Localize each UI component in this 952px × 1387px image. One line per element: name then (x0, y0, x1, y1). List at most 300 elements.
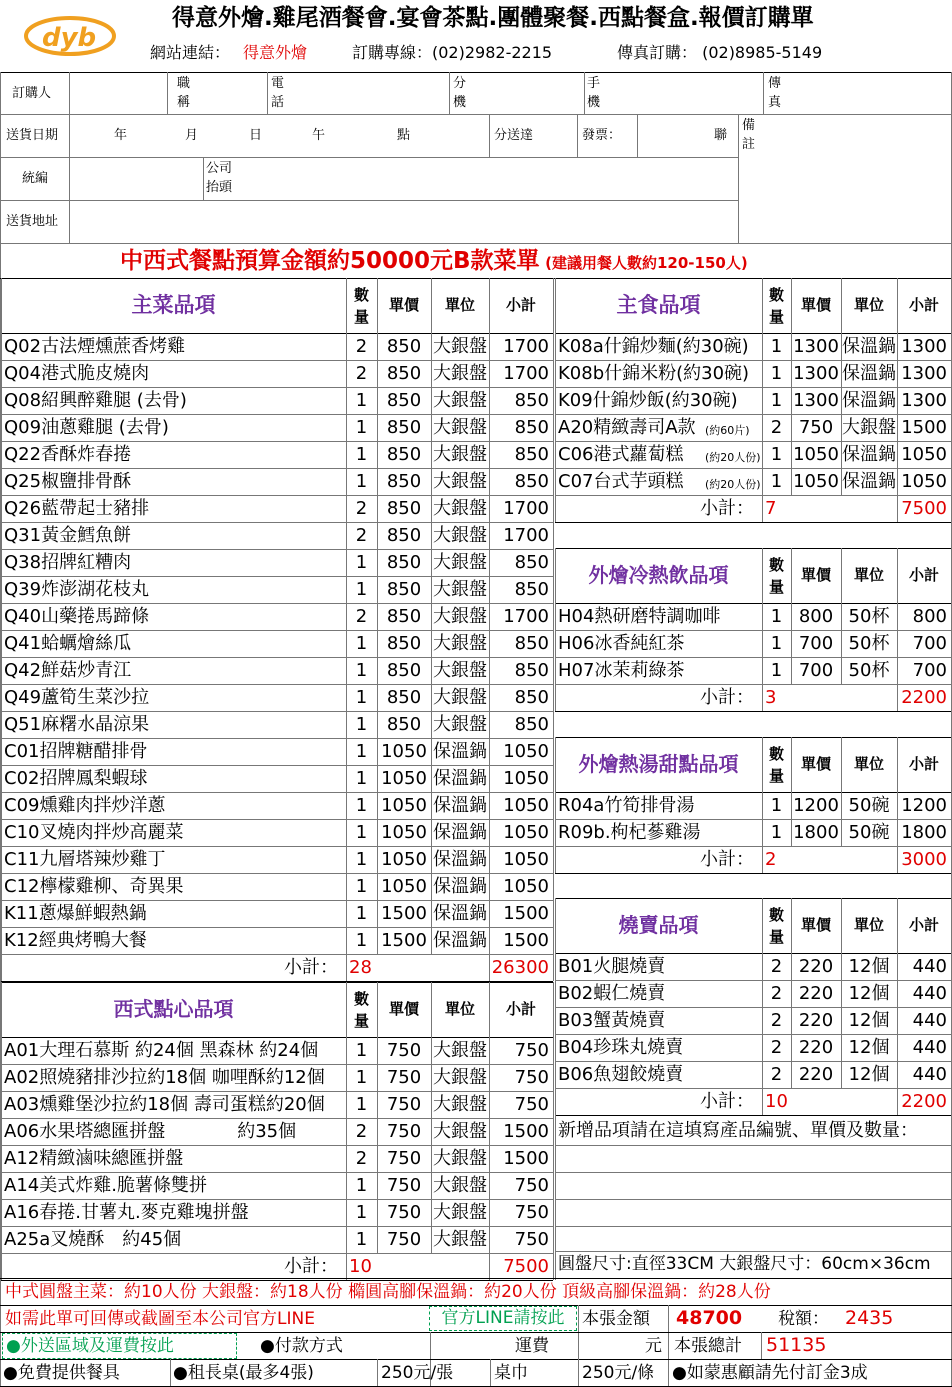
main_dishes-item-unit: 大銀盤 (433, 687, 487, 708)
western-item-price: 750 (386, 1067, 422, 1088)
shaomai-item-name: B02蝦仁燒賣 (558, 983, 666, 1004)
tax-label: 稅額： (778, 1309, 829, 1329)
western-item-unit: 大銀盤 (433, 1121, 487, 1142)
main_dishes-item-qty: 1 (355, 930, 368, 951)
grid-line (553, 278, 554, 981)
main_dishes-item-qty: 1 (355, 444, 368, 465)
main_dishes-item-qty: 2 (355, 336, 368, 357)
main_dishes-item-name: Q09油蔥雞腿 (去骨) (4, 417, 169, 438)
staples-item-qty: 1 (770, 444, 783, 465)
staples-item-qty: 1 (770, 336, 783, 357)
western-item-qty: 2 (355, 1121, 368, 1142)
hotline: 訂購專線：(02)2982-2215 (352, 43, 553, 62)
main_dishes-item-qty: 2 (355, 498, 368, 519)
main_dishes-item-price: 1050 (381, 741, 427, 762)
main_dishes-item-subtotal: 850 (514, 471, 549, 492)
shaomai-item-name: B06魚翅餃燒賣 (558, 1064, 684, 1085)
site-link[interactable]: 得意外燴 (243, 43, 308, 62)
staples-item-qty: 1 (770, 363, 783, 384)
main_dishes-item-qty: 1 (355, 390, 368, 411)
staples-item-unit: 保溫鍋 (842, 336, 896, 357)
main_dishes-item-name: C01招牌糖醋排骨 (4, 741, 148, 762)
main_dishes-title: 主菜品項 (131, 293, 216, 317)
grid-line (791, 548, 792, 684)
staples-item-price: 1050 (793, 444, 839, 465)
drinks-item-qty: 1 (770, 660, 783, 681)
grid-line (897, 898, 898, 1115)
drinks-item-unit: 50杯 (848, 606, 890, 627)
grid-line (897, 548, 898, 711)
memo-label-2: 註 (742, 137, 756, 152)
main_dishes-item-name: Q08紹興醉雞腿 (去骨) (4, 390, 187, 411)
main_dishes-item-qty: 2 (355, 363, 368, 384)
main_dishes-item-name: C09燻雞肉拌炒洋蔥 (4, 795, 166, 816)
svg-text:dyb: dyb (42, 23, 97, 53)
staples-item-unit: 保溫鍋 (842, 363, 896, 384)
deliver-to-label: 分送達 (494, 128, 534, 143)
soups-item-unit: 50碗 (848, 795, 890, 816)
subtotal-header: 小計 (908, 566, 939, 584)
main_dishes-item-unit: 保溫鍋 (433, 741, 487, 762)
main_dishes-item-price: 1050 (381, 795, 427, 816)
shaomai-item-subtotal: 440 (912, 1064, 947, 1085)
main_dishes-item-unit: 大銀盤 (433, 579, 487, 600)
western-item-qty: 1 (355, 1175, 368, 1196)
banner-title: 中西式餐點預算金額約50000元B款菜單 (120, 248, 540, 274)
main_dishes-item-price: 850 (386, 390, 422, 411)
qty-header: 數 (768, 285, 784, 304)
western-item-unit: 大銀盤 (433, 1229, 487, 1250)
soups-subtotal-amount: 3000 (901, 849, 947, 870)
grid-line (555, 1115, 951, 1116)
line-link-button[interactable]: 官方LINE請按此 (429, 1306, 577, 1331)
soups-item-unit: 50碗 (848, 822, 890, 843)
main_dishes-item-qty: 1 (355, 876, 368, 897)
western-item-subtotal: 750 (514, 1067, 549, 1088)
subtotal-header: 小計 (908, 755, 939, 773)
staples-item-price: 1300 (793, 336, 839, 357)
payment-button[interactable]: ●付款方式 (260, 1336, 343, 1356)
western-item-price: 750 (386, 1148, 422, 1169)
western-subtotal-amount: 7500 (503, 1256, 549, 1277)
main_dishes-item-qty: 1 (355, 822, 368, 843)
shaomai-item-price: 220 (798, 956, 834, 977)
main_dishes-item-price: 850 (386, 714, 422, 735)
main_dishes-item-price: 850 (386, 363, 422, 384)
western-title: 西式點心品項 (113, 997, 234, 1021)
main_dishes-item-qty: 1 (355, 849, 368, 870)
logo-icon (22, 10, 122, 58)
soups-subtotal-qty: 2 (765, 849, 777, 870)
main_dishes-item-price: 850 (386, 687, 422, 708)
grid-line (555, 711, 951, 712)
main_dishes-item-subtotal: 850 (514, 660, 549, 681)
grid-line (555, 1199, 952, 1200)
table-price: 250元/張 (381, 1363, 454, 1383)
grid-line (489, 982, 490, 1280)
grid-line (1, 278, 553, 279)
fax-order: 傳真訂購： (02)8985-5149 (617, 43, 823, 62)
main_dishes-item-price: 850 (386, 444, 422, 465)
grid-line (791, 898, 792, 1088)
grid-line (841, 548, 842, 684)
main_dishes-item-qty: 1 (355, 633, 368, 654)
grid-line (841, 278, 842, 495)
staples-item-unit: 大銀盤 (842, 417, 896, 438)
amount-label: 本張金額 (582, 1309, 650, 1329)
staples-item-name: C06港式蘿蔔糕 (558, 444, 684, 465)
main_dishes-item-qty: 1 (355, 714, 368, 735)
main_dishes-item-subtotal: 1700 (503, 606, 549, 627)
invoice-label: 發票： (582, 128, 622, 143)
company-label-1: 公司 (206, 161, 233, 176)
main_dishes-item-price: 850 (386, 498, 422, 519)
main_dishes-item-price: 850 (386, 471, 422, 492)
shaomai-item-unit: 12個 (848, 983, 890, 1004)
main_dishes-item-name: C12檸檬雞柳、奇異果 (4, 876, 184, 897)
drinks-item-name: H06冰香純紅茶 (558, 633, 685, 654)
drinks-item-price: 700 (798, 660, 834, 681)
drinks-title: 外燴冷熱飲品項 (588, 563, 729, 587)
shaomai-item-subtotal: 440 (912, 956, 947, 977)
main_dishes-item-unit: 大銀盤 (433, 363, 487, 384)
main_dishes-item-subtotal: 1700 (503, 336, 549, 357)
price-header: 單價 (800, 755, 831, 773)
main_dishes-item-subtotal: 1050 (503, 822, 549, 843)
grid-line (841, 898, 842, 1088)
staples-item-subtotal: 1300 (901, 363, 947, 384)
main_dishes-item-name: Q02古法煙燻蔗香烤雞 (4, 336, 186, 357)
drinks-item-qty: 1 (770, 633, 783, 654)
main_dishes-item-qty: 1 (355, 660, 368, 681)
main_dishes-item-name: Q51麻糬水晶涼果 (4, 714, 150, 735)
main_dishes-item-qty: 1 (355, 687, 368, 708)
western-item-subtotal: 750 (514, 1202, 549, 1223)
main_dishes-item-unit: 保溫鍋 (433, 876, 487, 897)
western-item-unit: 大銀盤 (433, 1175, 487, 1196)
western-item-subtotal: 1500 (503, 1148, 549, 1169)
main_dishes-item-unit: 保溫鍋 (433, 849, 487, 870)
grid-line (762, 737, 763, 873)
tel-label-2: 話 (271, 95, 285, 110)
drinks-subtotal-qty: 3 (765, 687, 777, 708)
logo (22, 10, 122, 58)
main_dishes-item-qty: 2 (355, 606, 368, 627)
western-item-subtotal: 750 (514, 1094, 549, 1115)
main_dishes-item-name: Q42鮮菇炒青江 (4, 660, 132, 681)
portion-note: (約60片) (705, 424, 750, 437)
staples-item-name: K08b什錦米粉(約30碗) (558, 363, 750, 384)
shaomai-item-subtotal: 440 (912, 983, 947, 1004)
main_dishes-item-unit: 大銀盤 (433, 471, 487, 492)
grid-line (762, 278, 763, 522)
staples-item-unit: 保溫鍋 (842, 390, 896, 411)
main_dishes-item-qty: 1 (355, 579, 368, 600)
western-item-name: A14美式炸雞.脆薯條雙拼 (4, 1175, 207, 1196)
main_dishes-item-unit: 大銀盤 (433, 417, 487, 438)
unit-header: 單位 (853, 566, 884, 584)
grid-line (897, 737, 898, 873)
soups-subtotal-label: 小計： (700, 849, 754, 870)
western-item-name: A03燻雞堡沙拉約18個 壽司蛋糕約20個 (4, 1094, 325, 1115)
banner-note: (建議用餐人數約120-150人) (545, 254, 748, 272)
subtotal-header: 小計 (908, 296, 939, 314)
staples-item-subtotal: 1300 (901, 390, 947, 411)
unit-header: 單位 (444, 1000, 475, 1018)
amount-value: 48700 (676, 1307, 743, 1329)
western-item-name: A12精緻滷味總匯拼盤 (4, 1148, 184, 1169)
western-item-price: 750 (386, 1229, 422, 1250)
unit-header: 單位 (853, 916, 884, 934)
lian-label: 聯 (714, 128, 728, 143)
main_dishes-item-price: 1050 (381, 876, 427, 897)
western-item-name: A01大理石慕斯 約24個 黑森林 約24個 (4, 1040, 319, 1061)
shaomai-subtotal-amount: 2200 (901, 1091, 947, 1112)
main_dishes-item-subtotal: 1700 (503, 498, 549, 519)
grid-line (555, 278, 951, 279)
main_dishes-item-name: Q41蛤蠣燴絲瓜 (4, 633, 132, 654)
total-label: 本張總計 (674, 1336, 742, 1356)
main_dishes-item-qty: 1 (355, 741, 368, 762)
main_dishes-item-subtotal: 850 (514, 444, 549, 465)
delivery-date-label: 送貨日期 (6, 128, 59, 143)
grid-line (555, 898, 951, 899)
western-item-qty: 2 (355, 1148, 368, 1169)
shaomai-item-name: B04珍珠丸燒賣 (558, 1037, 684, 1058)
grid-line (791, 278, 792, 495)
subtotal-header: 小計 (505, 1000, 536, 1018)
western-item-name: A25a叉燒酥 約45個 (4, 1229, 182, 1250)
western-item-price: 750 (386, 1040, 422, 1061)
staples-item-subtotal: 1050 (901, 444, 947, 465)
orderer-label: 訂購人 (12, 86, 52, 101)
mobile-label-1: 手 (587, 76, 601, 91)
serving-note: 中式圓盤主菜：約10人份 大銀盤：約18人份 橢圓高腳保溫鍋：約20人份 頂級高腳保溫鍋：約28人份 (5, 1282, 771, 1302)
shaomai-item-price: 220 (798, 983, 834, 1004)
delivery-area-button[interactable]: ●外送區域及運費按此 (2, 1333, 237, 1359)
shaomai-item-price: 220 (798, 1037, 834, 1058)
price-header: 單價 (800, 566, 831, 584)
main_dishes-item-subtotal: 850 (514, 633, 549, 654)
western-item-name: A02照燒豬排沙拉約18個 咖哩酥約12個 (4, 1067, 325, 1088)
unit-header: 單位 (853, 755, 884, 773)
main_dishes-item-qty: 2 (355, 525, 368, 546)
staples-subtotal-qty: 7 (765, 498, 777, 519)
staples-item-qty: 2 (770, 417, 783, 438)
menu-banner (120, 245, 748, 279)
grid-line (377, 278, 378, 954)
shaomai-subtotal-qty: 10 (765, 1091, 788, 1112)
drinks-item-price: 700 (798, 633, 834, 654)
main_dishes-item-subtotal: 1500 (503, 903, 549, 924)
job-label-1: 職 (177, 76, 191, 91)
memo-label-1: 備 (742, 118, 756, 133)
soups-item-price: 1800 (793, 822, 839, 843)
main_dishes-item-subtotal: 1050 (503, 795, 549, 816)
shaomai-subtotal-label: 小計： (700, 1091, 754, 1112)
main_dishes-subtotal-qty: 28 (349, 957, 372, 978)
grid-line (555, 1251, 952, 1252)
grid-line (555, 1172, 952, 1173)
main_dishes-item-name: Q49蘆筍生菜沙拉 (4, 687, 150, 708)
main_dishes-item-name: C10叉燒肉拌炒高麗菜 (4, 822, 184, 843)
western-item-unit: 大銀盤 (433, 1202, 487, 1223)
year-label: 年 (114, 128, 128, 143)
yuan-label: 元 (645, 1336, 662, 1356)
job-label-2: 稱 (177, 95, 191, 110)
main_dishes-item-qty: 1 (355, 417, 368, 438)
western-subtotal-qty: 10 (349, 1256, 372, 1277)
main_dishes-item-subtotal: 850 (514, 390, 549, 411)
drinks-item-name: H04熱研磨特調咖啡 (558, 606, 721, 627)
soups-item-price: 1200 (793, 795, 839, 816)
main_dishes-item-unit: 大銀盤 (433, 498, 487, 519)
main_dishes-item-name: Q31黃金鱈魚餅 (4, 525, 132, 546)
shaomai-item-price: 220 (798, 1064, 834, 1085)
western-item-unit: 大銀盤 (433, 1040, 487, 1061)
grid-line (346, 982, 347, 1280)
shaomai-item-subtotal: 440 (912, 1010, 947, 1031)
main_dishes-item-name: K12經典烤鴨大餐 (4, 930, 147, 951)
main_dishes-item-unit: 保溫鍋 (433, 822, 487, 843)
grid-line (762, 898, 763, 1115)
shaomai-item-unit: 12個 (848, 1037, 890, 1058)
main_dishes-item-subtotal: 850 (514, 552, 549, 573)
grid-line (555, 737, 556, 873)
western-item-unit: 大銀盤 (433, 1067, 487, 1088)
qty-header: 量 (353, 1011, 369, 1030)
staples-subtotal-label: 小計： (700, 498, 754, 519)
main_dishes-item-subtotal: 850 (514, 579, 549, 600)
staples-item-unit: 保溫鍋 (842, 471, 896, 492)
main_dishes-item-price: 1050 (381, 849, 427, 870)
main_dishes-item-price: 1050 (381, 768, 427, 789)
main_dishes-item-unit: 大銀盤 (433, 660, 487, 681)
main_dishes-item-qty: 1 (355, 552, 368, 573)
drinks-item-unit: 50杯 (848, 633, 890, 654)
shaomai-item-name: B01火腿燒賣 (558, 956, 666, 977)
grid-line (555, 737, 951, 738)
shaomai-item-qty: 2 (770, 1064, 783, 1085)
main_dishes-item-price: 1050 (381, 822, 427, 843)
soups-item-name: R09b.枸杞蔘雞湯 (558, 822, 701, 843)
main_dishes-item-price: 850 (386, 660, 422, 681)
price-header: 單價 (800, 916, 831, 934)
main_dishes-item-price: 1500 (381, 930, 427, 951)
staples-item-price: 1300 (793, 390, 839, 411)
tax-id-label: 統編 (22, 171, 49, 186)
grid-line (1, 982, 553, 983)
shaomai-item-qty: 2 (770, 983, 783, 1004)
qty-header: 數 (353, 989, 369, 1008)
grid-line (897, 278, 898, 522)
staples-item-name: K09什錦炒飯(約30碗) (558, 390, 738, 411)
staples-title: 主食品項 (616, 293, 701, 317)
main_dishes-subtotal-amount: 26300 (491, 957, 549, 978)
plate-size-note: 圓盤尺寸:直徑33CM 大銀盤尺寸：60cm×36cm (558, 1254, 931, 1274)
unit-header: 單位 (444, 296, 475, 314)
shaomai-item-unit: 12個 (848, 956, 890, 977)
main_dishes-item-qty: 1 (355, 795, 368, 816)
shaomai-title: 燒賣品項 (618, 913, 699, 937)
grid-line (555, 548, 556, 711)
main_dishes-item-unit: 保溫鍋 (433, 795, 487, 816)
main_dishes-item-subtotal: 850 (514, 417, 549, 438)
western-item-qty: 1 (355, 1229, 368, 1250)
ext-label-2: 機 (453, 95, 467, 110)
western-item-subtotal: 750 (514, 1040, 549, 1061)
qty-header: 數 (768, 555, 784, 574)
western-item-name: A06水果塔總匯拼盤 約35個 (4, 1121, 297, 1142)
shaomai-item-name: B03蟹黃燒賣 (558, 1010, 666, 1031)
main_dishes-item-price: 850 (386, 579, 422, 600)
grid-line (377, 982, 378, 1253)
grid-line (555, 548, 951, 549)
drinks-item-unit: 50杯 (848, 660, 890, 681)
main_dishes-item-name: Q25椒鹽排骨酥 (4, 471, 132, 492)
grid-line (762, 548, 763, 711)
qty-header: 數 (768, 905, 784, 924)
drinks-item-subtotal: 700 (912, 660, 947, 681)
grid-line (431, 982, 432, 1253)
company-label-2: 抬頭 (206, 180, 233, 195)
main_dishes-item-price: 850 (386, 552, 422, 573)
shipping-label: 運費 (515, 1336, 549, 1356)
main_dishes-item-subtotal: 850 (514, 714, 549, 735)
staples-item-name: A20精緻壽司A款 (558, 417, 696, 438)
soups-item-subtotal: 1200 (901, 795, 947, 816)
drinks-subtotal-label: 小計： (700, 687, 754, 708)
western-item-subtotal: 750 (514, 1229, 549, 1250)
month-label: 月 (185, 128, 199, 143)
grid-line (553, 982, 554, 1280)
main_dishes-item-unit: 大銀盤 (433, 390, 487, 411)
grid-line (555, 1145, 952, 1146)
shaomai-item-subtotal: 440 (912, 1037, 947, 1058)
main_dishes-item-price: 1500 (381, 903, 427, 924)
site-label: 網站連結： (150, 43, 231, 62)
grid-line (346, 278, 347, 981)
staples-item-subtotal: 1050 (901, 471, 947, 492)
fax-label-1: 傳 (768, 76, 782, 91)
soups-item-name: R04a竹筍排骨湯 (558, 795, 695, 816)
portion-note: (約20人份) (705, 451, 761, 464)
price-header: 單價 (388, 1000, 419, 1018)
deposit-note: ●如蒙惠顧請先付訂金3成 (672, 1363, 868, 1383)
grid-line (555, 1115, 556, 1280)
main_dishes-item-price: 850 (386, 606, 422, 627)
staples-item-unit: 保溫鍋 (842, 444, 896, 465)
grid-line (1, 278, 2, 981)
main_dishes-item-unit: 保溫鍋 (433, 903, 487, 924)
grid-line (555, 1226, 952, 1227)
western-item-qty: 1 (355, 1040, 368, 1061)
shaomai-item-price: 220 (798, 1010, 834, 1031)
main_dishes-item-subtotal: 1500 (503, 930, 549, 951)
western-item-price: 750 (386, 1175, 422, 1196)
soups-item-subtotal: 1800 (901, 822, 947, 843)
staples-item-subtotal: 1500 (901, 417, 947, 438)
staples-item-price: 1300 (793, 363, 839, 384)
price-header: 單價 (800, 296, 831, 314)
shaomai-item-qty: 2 (770, 956, 783, 977)
mobile-label-2: 機 (587, 95, 601, 110)
western-item-unit: 大銀盤 (433, 1148, 487, 1169)
main_dishes-item-price: 850 (386, 525, 422, 546)
main_dishes-item-name: C02招牌鳳梨蝦球 (4, 768, 148, 789)
grid-line (489, 278, 490, 981)
main_dishes-item-subtotal: 1700 (503, 363, 549, 384)
